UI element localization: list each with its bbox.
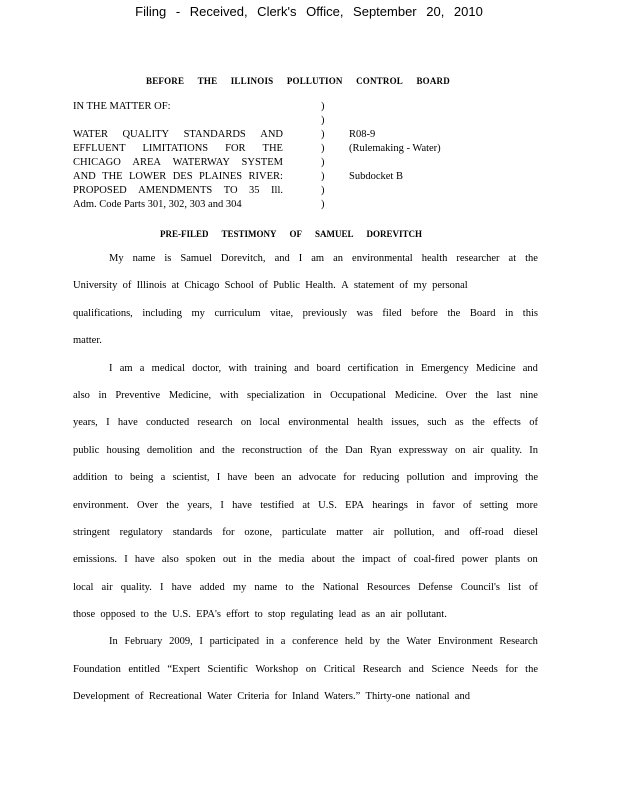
- board-heading-word: POLLUTION: [286, 76, 343, 86]
- caption-line: EFFLUENT LIMITATIONS FOR THE: [73, 143, 283, 154]
- body-line: University of Illinois at Chicago School of Public Health. A statement of my personal: [73, 280, 468, 292]
- board-heading-word: BOARD: [416, 76, 450, 86]
- testimony-title-word: SAMUEL: [314, 229, 354, 239]
- testimony-body: [73, 250, 538, 716]
- caption-line: Adm. Code Parts 301, 302, 303 and 304: [73, 199, 242, 210]
- body-line: My name is Samuel Dorevitch, and I am an environmental health researcher at the: [109, 253, 538, 264]
- caption-matter: [73, 100, 283, 212]
- body-line: those opposed to the U.S. EPA's effort to stop regulating lead as an air pollutant.: [73, 609, 447, 621]
- board-heading-word: THE: [197, 76, 218, 86]
- body-line: Foundation entitled “Expert Scientific Workshop on Critical Research and Science Needs for the: [73, 663, 538, 675]
- board-heading-word: CONTROL: [356, 76, 403, 86]
- caption-paren: ): [321, 171, 325, 182]
- body-line: stringent regulatory standards for ozone, particulate matter air pollution, and off-road diesel: [73, 526, 538, 538]
- caption-line: PROPOSED AMENDMENTS TO 35 Ill.: [73, 185, 283, 196]
- body-line: Development of Recreational Water Criteria for Inland Waters.” Thirty-one national and: [73, 691, 470, 703]
- caption-docket-line: R08-9: [349, 129, 376, 140]
- caption-line: IN THE MATTER OF:: [73, 101, 171, 112]
- caption-docket: [349, 128, 469, 184]
- body-line: local air quality. I have added my name to the National Resources Defense Council's list of: [73, 581, 538, 593]
- body-line: I am a medical doctor, with training and board certification in Emergency Medicine and: [109, 362, 538, 374]
- caption-paren: ): [321, 143, 325, 154]
- body-line: matter.: [73, 335, 102, 347]
- testimony-title: [160, 229, 422, 239]
- filing-header: Filing - Received, Clerk's Office, September 20, 2010: [135, 4, 483, 19]
- board-heading-word: BEFORE: [146, 76, 185, 86]
- caption-line: CHICAGO AREA WATERWAY SYSTEM: [73, 157, 283, 168]
- board-heading-word: ILLINOIS: [230, 76, 274, 86]
- caption-paren: ): [321, 157, 325, 168]
- caption-parentheses: [321, 100, 325, 212]
- board-heading: [146, 76, 450, 86]
- testimony-title-word: DOREVITCH: [366, 229, 422, 239]
- body-line: public housing demolition and the reconstruction of the Dan Ryan expressway on air quality. In: [73, 444, 538, 456]
- testimony-title-word: PRE-FILED: [160, 229, 209, 239]
- body-line: qualifications, including my curriculum vitae, previously was filed before the Board in this: [73, 307, 538, 319]
- body-line: In February 2009, I participated in a conference held by the Water Environment Research: [109, 636, 538, 648]
- caption-docket-line: (Rulemaking - Water): [349, 143, 441, 154]
- caption-line: WATER QUALITY STANDARDS AND: [73, 129, 283, 140]
- testimony-title-word: OF: [289, 229, 302, 239]
- caption-paren: ): [321, 129, 325, 140]
- body-line: years, I have conducted research on local environmental health issues, such as the effects of: [73, 417, 538, 429]
- body-line: environment. Over the years, I have testified at U.S. EPA hearings in favor of setting more: [73, 499, 538, 511]
- body-line: addition to being a scientist, I have been an advocate for reducing pollution and improving the: [73, 472, 538, 484]
- caption-paren: ): [321, 185, 325, 196]
- caption-paren: ): [321, 115, 325, 126]
- caption-paren: ): [321, 199, 325, 210]
- body-line: also in Preventive Medicine, with specialization in Occupational Medicine. Over the last nine: [73, 389, 538, 401]
- caption-line: AND THE LOWER DES PLAINES RIVER:: [73, 171, 283, 182]
- body-line: emissions. I have also spoken out in the media about the impact of coal-fired power plants on: [73, 554, 538, 566]
- caption-line: [73, 114, 283, 128]
- testimony-title-word: TESTIMONY: [221, 229, 277, 239]
- caption-paren: ): [321, 101, 325, 112]
- caption-docket-line: Subdocket B: [349, 171, 403, 182]
- caption-docket-line: [349, 156, 469, 170]
